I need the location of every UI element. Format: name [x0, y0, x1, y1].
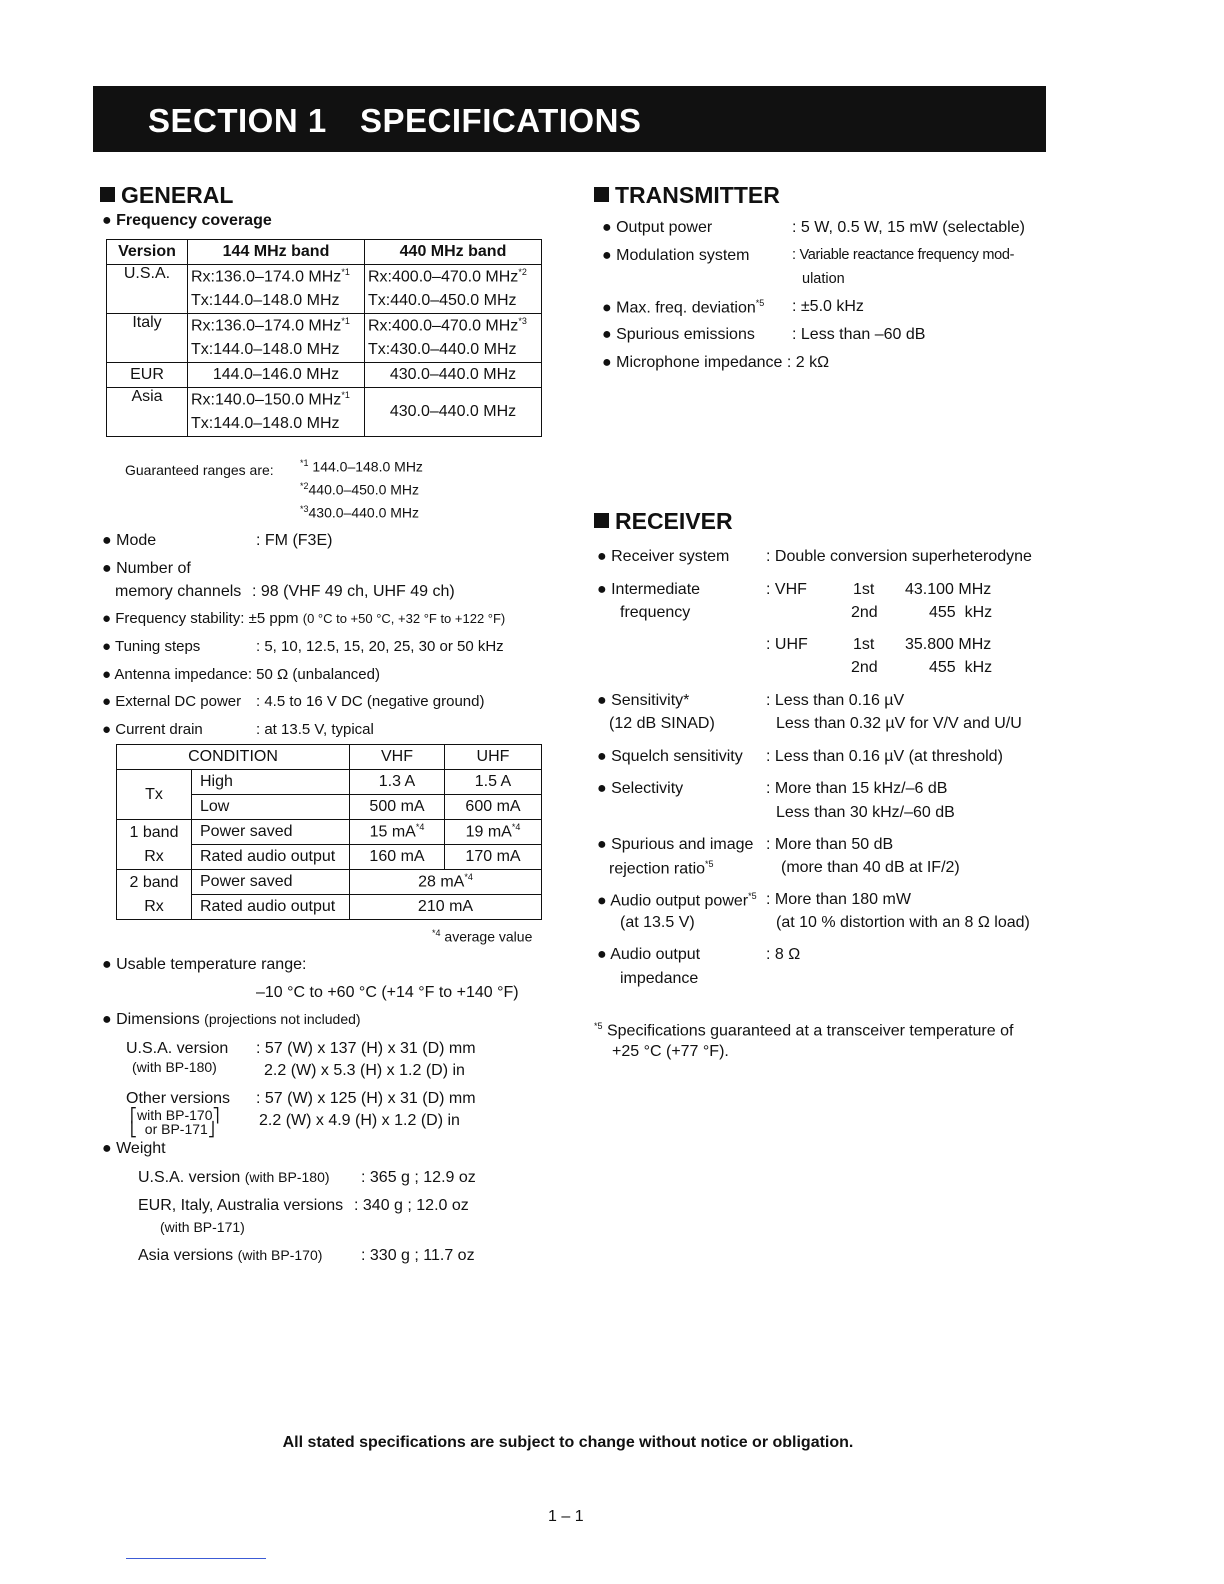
frequency-table — [106, 239, 542, 437]
memory-value: : 98 (VHF 49 ch, UHF 49 ch) — [252, 583, 455, 600]
frequency-stability: ● Frequency stability: ±5 ppm (0 °C to +50 °C, +32 °F to +122 °F) — [102, 610, 506, 627]
memory-label-2: memory channels — [115, 583, 242, 600]
table-row: 2 band Rx Power saved 28 $mA^{*4}$ — [117, 870, 542, 895]
table-row: Rated audio output 210 mA — [117, 895, 542, 920]
if-uhf-2nd: 2nd — [851, 659, 878, 676]
temperature-value: –10 °C to +60 °C (+14 °F to +140 °F) — [256, 984, 519, 1001]
deviation-label: ● Max. freq. deviation$^{*5}$ — [602, 298, 765, 317]
current-value: : at 13.5 V, typical — [256, 721, 374, 738]
squelch-label: ● Squelch sensitivity — [597, 748, 743, 765]
general-heading: GENERAL — [100, 182, 233, 209]
sensitivity-label: ● Sensitivity* — [597, 692, 690, 709]
square-bullet-icon — [100, 187, 115, 202]
tuning-value: : 5, 10, 12.5, 15, 20, 25, 30 or 50 kHz — [256, 638, 504, 655]
weight-usa-value: : 365 g ; 12.9 oz — [361, 1169, 476, 1186]
memory-label: ● Number of — [102, 560, 191, 577]
if-label-2: frequency — [620, 604, 691, 621]
section-banner — [93, 86, 1046, 152]
guaranteed-range: $^{*3}$430.0–440.0 MHz — [300, 504, 420, 521]
weight-eur-value: : 340 g ; 12.0 oz — [354, 1197, 469, 1214]
selectivity-value: : More than 15 kHz/–6 dB — [766, 780, 948, 797]
selectivity-value-2: Less than 30 kHz/–60 dB — [776, 804, 955, 821]
spurious-image-label-2: rejection ratio$^{*5}$ — [609, 859, 714, 878]
audio-output-impedance-label: ● Audio output — [597, 946, 701, 963]
table-row: Low 500 mA 600 mA — [117, 795, 542, 820]
deviation-value: : ±5.0 kHz — [792, 298, 864, 315]
output-power-label: ● Output power — [602, 219, 713, 236]
usa-dimensions-mm: : 57 (W) x 137 (H) x 31 (D) mm — [256, 1040, 476, 1057]
other-versions-label: Other versions — [126, 1090, 231, 1107]
spurious-image-value-2: (more than 40 dB at IF/2) — [781, 859, 960, 876]
if-vhf-2nd-value: 455 kHz — [929, 604, 993, 621]
other-dimensions-mm: : 57 (W) x 125 (H) x 31 (D) mm — [256, 1090, 476, 1107]
table-row: U.S.A. Rx:136.0–174.0 MHz$^{*1}$ Rx:400.0–470.0 MHz$^{*2}$ — [107, 265, 542, 290]
table-row: Italy Rx:136.0–174.0 MHz$^{*1}$ Rx:400.0–470.0 MHz$^{*3}$ — [107, 314, 542, 339]
average-note: $^{*4}$ average value — [432, 928, 533, 945]
audio-output-power-value-2: (at 10 % distortion with an 8 Ω load) — [776, 914, 1030, 931]
audio-output-impedance-value: : 8 Ω — [766, 946, 801, 963]
table-row: Tx:144.0–148.0 MHz Tx:440.0–450.0 MHz — [107, 289, 542, 314]
dc-value: : 4.5 to 16 V DC (negative ground) — [256, 693, 485, 710]
mode-value: : FM (F3E) — [256, 532, 333, 549]
section-title: SPECIFICATIONS — [360, 102, 642, 139]
guaranteed-range: $^{*1}$ 144.0–148.0 MHz — [300, 458, 423, 475]
sensitivity-sub: (12 dB SINAD) — [609, 715, 715, 732]
usa-dimensions-in: 2.2 (W) x 5.3 (H) x 1.2 (D) in — [264, 1062, 465, 1079]
audio-output-impedance-label-2: impedance — [620, 970, 699, 987]
weight-asia-value: : 330 g ; 11.7 oz — [361, 1247, 475, 1264]
audio-output-power-value: : More than 180 mW — [766, 891, 911, 908]
table-row: Asia Rx:140.0–150.0 MHz$^{*1}$ 430.0–440.0 MHz — [107, 388, 542, 413]
page-number: 1 – 1 — [548, 1508, 584, 1525]
current-label: ● Current drain — [102, 721, 203, 738]
weight-eur-battery: (with BP-171) — [160, 1219, 245, 1235]
temperature-label: ● Usable temperature range: — [102, 956, 307, 973]
receiver-system-label: ● Receiver system — [597, 548, 730, 565]
square-bullet-icon — [594, 187, 609, 202]
antenna-impedance: ● Antenna impedance: 50 Ω (unbalanced) — [102, 666, 380, 683]
receiver-system-value: : Double conversion superheterodyne — [766, 548, 1032, 565]
dc-label: ● External DC power — [102, 693, 242, 710]
output-power-value: : 5 W, 0.5 W, 15 mW (selectable) — [792, 219, 1025, 236]
sensitivity-value: : Less than 0.16 µV — [766, 692, 905, 709]
guaranteed-label: Guaranteed ranges are: — [125, 462, 274, 478]
squelch-value: : Less than 0.16 µV (at threshold) — [766, 748, 1003, 765]
if-vhf-1st: 1st — [853, 581, 875, 598]
guaranteed-range: $^{*2}$440.0–450.0 MHz — [300, 481, 420, 498]
table-row: EUR 144.0–146.0 MHz 430.0–440.0 MHz — [107, 363, 542, 388]
if-vhf-2nd: 2nd — [851, 604, 878, 621]
if-uhf-2nd-value: 455 kHz — [929, 659, 993, 676]
table-row: Tx:144.0–148.0 MHz Tx:430.0–440.0 MHz — [107, 338, 542, 363]
if-vhf: : VHF — [766, 581, 807, 598]
spurious-emissions-label: ● Spurious emissions — [602, 326, 755, 343]
if-vhf-1st-value: 43.100 MHz — [905, 581, 992, 598]
if-uhf: : UHF — [766, 636, 808, 653]
table-row: Tx:144.0–148.0 MHz — [107, 412, 542, 437]
specifications-notice: All stated specifications are subject to change without notice or obligation. — [282, 1434, 854, 1451]
receiver-footnote-2: +25 °C (+77 °F). — [612, 1043, 729, 1060]
weight-asia: Asia versions (with BP-170) — [138, 1247, 323, 1264]
modulation-label: ● Modulation system — [602, 247, 750, 264]
microphone-impedance: ● Microphone impedance : 2 kΩ — [602, 354, 830, 371]
table-row: Tx High 1.3 A 1.5 A — [117, 770, 542, 795]
receiver-heading: RECEIVER — [594, 508, 733, 535]
spurious-image-label: ● Spurious and image — [597, 836, 754, 853]
frequency-coverage-heading: ● Frequency coverage — [102, 212, 272, 229]
if-label: ● Intermediate — [597, 581, 701, 598]
transmitter-heading: TRANSMITTER — [594, 182, 780, 209]
selectivity-label: ● Selectivity — [597, 780, 684, 797]
if-uhf-1st: 1st — [853, 636, 875, 653]
current-drain-table — [116, 744, 542, 920]
weight-usa: U.S.A. version (with BP-180) — [138, 1169, 330, 1186]
weight-eur: EUR, Italy, Australia versions — [138, 1197, 344, 1214]
usa-version-label: U.S.A. version — [126, 1040, 229, 1057]
other-versions-battery: ⎡with BP-170⎤ ⎣ or BP-171⎦ — [130, 1107, 220, 1137]
if-uhf-1st-value: 35.800 MHz — [905, 636, 992, 653]
other-dimensions-in: 2.2 (W) x 4.9 (H) x 1.2 (D) in — [259, 1112, 460, 1129]
table-row: 1 band Rx Power saved 15 $mA^{*4}$ 19 $mA^{*4}$ — [117, 820, 542, 845]
spurious-image-value: : More than 50 dB — [766, 836, 894, 853]
audio-output-power-sub: (at 13.5 V) — [620, 914, 695, 931]
spurious-emissions-value: : Less than –60 dB — [792, 326, 926, 343]
dimensions-label: ● Dimensions (projections not included) — [102, 1011, 361, 1028]
audio-output-power-label: ● Audio output power$^{*5}$ — [597, 891, 757, 910]
weight-label: ● Weight — [102, 1140, 166, 1157]
table-row: Rated audio output 160 mA 170 mA — [117, 845, 542, 870]
usa-version-battery: (with BP-180) — [132, 1059, 217, 1075]
divider — [126, 1558, 266, 1559]
modulation-value-2: ulation — [802, 271, 845, 287]
modulation-value: : Variable reactance frequency mod- — [792, 247, 1015, 263]
receiver-footnote: $^{*5}$ Specifications guaranteed at a transceiver temperature of — [594, 1021, 1014, 1040]
section-number: SECTION 1 — [148, 102, 327, 139]
tuning-label: ● Tuning steps — [102, 638, 201, 655]
table-row: CONDITION VHF UHF — [117, 745, 542, 770]
sensitivity-value-2: Less than 0.32 µV for V/V and U/U — [776, 715, 1022, 732]
square-bullet-icon — [594, 513, 609, 528]
table-row: Version 144 MHz band 440 MHz band — [107, 240, 542, 265]
mode-label: ● Mode — [102, 532, 157, 549]
